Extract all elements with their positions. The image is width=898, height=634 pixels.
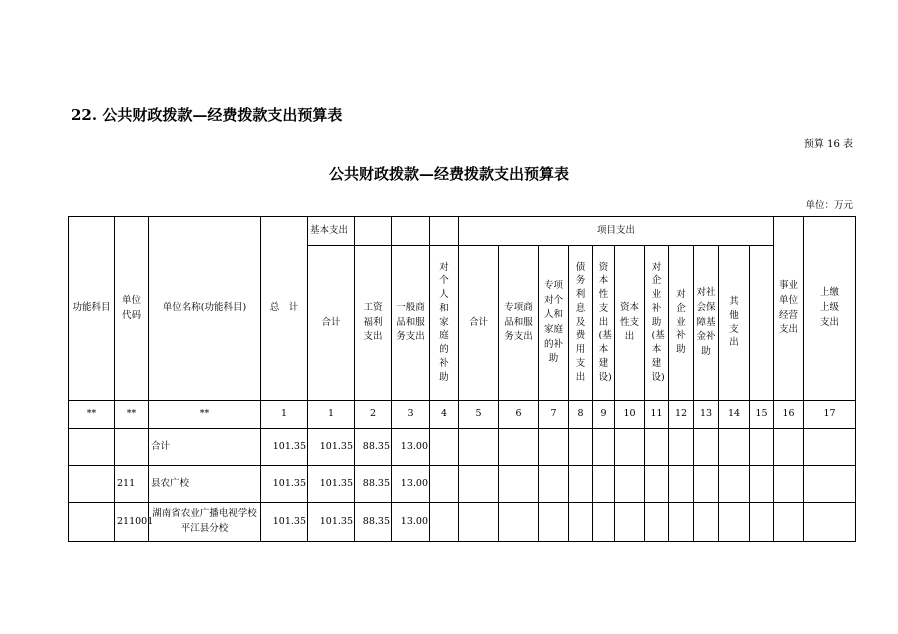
func-code-cell [69, 466, 115, 503]
header-proj-sum: 合计 [459, 246, 499, 401]
header-personal: 对个人和家庭的补助 [430, 246, 459, 401]
salary-cell: 88.35 [355, 429, 392, 466]
basic-sum-cell: 101.35 [308, 466, 355, 503]
header-proj-personal: 专项对个人和家庭的补助 [539, 246, 569, 401]
index-cell: ** [149, 401, 261, 429]
unit-name-cell: 县农广校 [149, 466, 261, 503]
header-proj-goods: 专项商品和服务支出 [499, 246, 539, 401]
unit-code-cell: 211 [115, 466, 149, 503]
header-basic-blank-1 [355, 217, 392, 246]
goods-cell: 13.00 [392, 503, 430, 542]
index-cell: 9 [593, 401, 615, 429]
unit-code-cell: 211001 [115, 503, 149, 542]
header-debt: 债务利息及费用支出 [569, 246, 593, 401]
header-upper: 上缴上级支出 [804, 217, 856, 401]
header-enterprise: 对企业补助 [669, 246, 694, 401]
table-number: 预算 16 表 [803, 139, 853, 150]
index-cell: 14 [719, 401, 750, 429]
index-cell: 7 [539, 401, 569, 429]
index-cell: 13 [694, 401, 719, 429]
index-row [69, 401, 856, 429]
header-capital: 资本性支出 [615, 246, 645, 401]
header-func-code: 功能科目 [69, 217, 115, 401]
index-cell: 4 [430, 401, 459, 429]
budget-table [68, 216, 856, 542]
header-project: 项目支出 [459, 217, 774, 246]
header-enterprise-build: 对企业补助(基本建设) [645, 246, 669, 401]
index-cell: 5 [459, 401, 499, 429]
index-cell: 17 [804, 401, 856, 429]
index-cell: 10 [615, 401, 645, 429]
index-cell: 1 [308, 401, 355, 429]
header-total: 总 计 [261, 217, 308, 401]
header-other: 其他支出 [719, 246, 750, 401]
func-code-cell [69, 503, 115, 542]
table-row [69, 466, 856, 503]
header-basic-blank-2 [392, 217, 430, 246]
total-cell: 101.35 [261, 466, 308, 503]
index-cell: 1 [261, 401, 308, 429]
index-cell: 2 [355, 401, 392, 429]
index-cell: 8 [569, 401, 593, 429]
index-cell: ** [115, 401, 149, 429]
index-cell: 11 [645, 401, 669, 429]
total-cell: 101.35 [261, 429, 308, 466]
index-cell: 3 [392, 401, 430, 429]
total-cell: 101.35 [261, 503, 308, 542]
header-basic-sum: 合计 [308, 246, 355, 401]
index-cell: 15 [750, 401, 774, 429]
header-row-1 [69, 217, 856, 246]
header-basic: 基本支出 [308, 217, 355, 246]
header-salary: 工资福利支出 [355, 246, 392, 401]
basic-sum-cell: 101.35 [308, 429, 355, 466]
section-title: 22. 公共财政拨款—经费拨款支出预算表 [71, 106, 343, 124]
func-code-cell [69, 429, 115, 466]
unit-name-cell: 湖南省农业广播电视学校平江县分校 [149, 503, 261, 542]
index-cell: 12 [669, 401, 694, 429]
unit-label: 单位：万元 [805, 200, 853, 211]
index-cell: 16 [774, 401, 804, 429]
page-title: 公共财政拨款—经费拨款支出预算表 [328, 165, 569, 183]
header-capital-build: 资本性支出(基本建设) [593, 246, 615, 401]
header-basic-blank-3 [430, 217, 459, 246]
basic-sum-cell: 101.35 [308, 503, 355, 542]
index-cell: 6 [499, 401, 539, 429]
salary-cell: 88.35 [355, 503, 392, 542]
goods-cell: 13.00 [392, 466, 430, 503]
header-unit-name: 单位名称(功能科目) [149, 217, 261, 401]
header-social: 对社会保障基金补助 [694, 246, 719, 401]
header-unit-code: 单位代码 [115, 217, 149, 401]
header-goods: 一般商品和服务支出 [392, 246, 430, 401]
table-row [69, 429, 856, 466]
unit-name-cell: 合计 [149, 429, 261, 466]
goods-cell: 13.00 [392, 429, 430, 466]
unit-code-cell [115, 429, 149, 466]
header-project-blank [750, 246, 774, 401]
salary-cell: 88.35 [355, 466, 392, 503]
table-row [69, 503, 856, 542]
index-cell: ** [69, 401, 115, 429]
header-business: 事业单位经营支出 [774, 217, 804, 401]
